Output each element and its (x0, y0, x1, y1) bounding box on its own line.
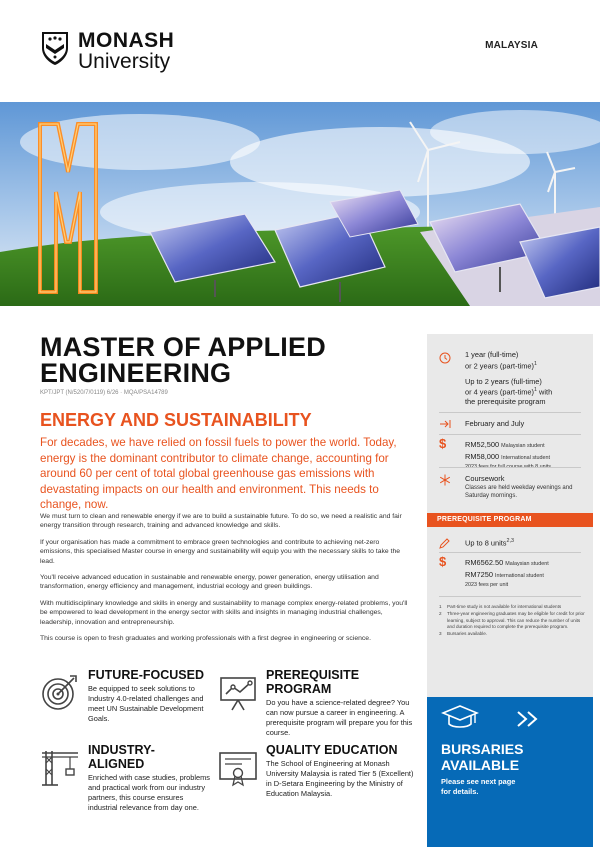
bursaries-note-line: Please see next page (441, 777, 516, 786)
course-title-line-2: ENGINEERING (40, 358, 232, 388)
body-paragraph: You'll receive advanced education in sustainable and renewable energy, power generation, energy utilisation and transformation, energy efficiency and management, industrial ecology and green buildings. (40, 574, 379, 591)
fee-line: RM58,000 International student (465, 451, 551, 461)
feature-prerequisite-program (218, 668, 418, 738)
footnote: 1 Part-time study is not available for international students (439, 604, 562, 609)
snowflake-icon (439, 474, 451, 486)
body-paragraph: This course is open to fresh graduates and working professionals with a first degree in engineering or science. (40, 635, 371, 643)
footnotes (439, 604, 585, 638)
clock-icon (439, 352, 451, 364)
logo-line-1: MONASH (78, 29, 175, 52)
hero-image (0, 102, 600, 306)
course-title (40, 334, 400, 386)
double-chevron-right-icon (515, 709, 543, 729)
bursaries-line-2: AVAILABLE (441, 757, 520, 773)
course-title-line-1: MASTER OF APPLIED (40, 332, 326, 362)
fee-line: RM52,500 Malaysian student (465, 440, 545, 449)
presentation-icon (218, 672, 258, 712)
feature-title: INDUSTRY-ALIGNED (88, 743, 155, 771)
intake-text: February and July (465, 419, 525, 428)
duration-line: or 4 years (part-time)$^1$ with (465, 387, 553, 397)
bursaries-note-line: for details. (441, 787, 479, 796)
body-text (40, 512, 408, 650)
bursaries-line-1: BURSARIES (441, 741, 524, 757)
mode-label: Coursework (465, 474, 505, 483)
feature-quality-education (218, 743, 418, 799)
bursaries-note (441, 777, 515, 797)
logo-line-2: University (78, 50, 171, 73)
mode-note: Classes are held weekday evenings and Saturday mornings. (465, 484, 573, 499)
feature-text: Do you have a science-related degree? You can now pursue a career in engineering. A prerequisite program will prepare you for this course. (266, 698, 413, 737)
divider (439, 552, 581, 553)
monash-logo (40, 30, 174, 73)
duration-line: the prerequisite program (465, 397, 546, 407)
divider (439, 467, 581, 468)
body-paragraph: We must turn to clean and renewable energy if we are to build a sustainable future. To do so, we need a realistic and fair energy transition through research, training and advanced knowledge and skills. (40, 513, 402, 530)
body-paragraph: With multidisciplinary knowledge and skills in energy and sustainability to manage complex energy-related problems, you'll be empowered to lead development in the energy sector with skills and insights in managing industrial challenges, leadership, innovation and entrepreneurship. (40, 599, 408, 626)
duration-line: or 2 years (part-time)$^1$ (465, 360, 537, 371)
intro-paragraph: For decades, we have relied on fossil fuels to power the world. Today, energy is the dominant contributor to climate change, accounting for around 60 per cent of total global greenhouse gas emissions with devastating impacts on our health and environment. This needs to change, now. (40, 436, 397, 511)
country-label: MALAYSIA (485, 40, 538, 51)
fee-line: RM7250 International student (465, 569, 544, 579)
feature-text: Enriched with case studies, problems and practical work from our industry partners, this course ensures industrial relevance from day one. (88, 773, 211, 812)
footnote: 2 Three-year engineering graduates may be eligible for credit for prior learning, subject to approval. This can reduce the number of units and duration required to complete the prerequisite program. (439, 611, 585, 629)
pencil-icon (439, 537, 451, 549)
specialisation-heading: ENERGY AND SUSTAINABILITY (40, 410, 312, 430)
course-info-panel (427, 334, 593, 724)
duration-line: 1 year (full-time) (465, 350, 519, 359)
feature-industry-aligned (40, 743, 210, 813)
feature-text: The School of Engineering at Monash University Malaysia is rated Tier 5 (Excellent) in D-Setara Engineering by the Ministry of Education Malaysia. (266, 759, 414, 798)
feature-title: FUTURE-FOCUSED (88, 668, 204, 682)
duration-line: Up to 2 years (full-time) (465, 376, 542, 386)
bursaries-heading (441, 741, 523, 773)
feature-text: Be equipped to seek solutions to Industry 4.0-related challenges and meet UN Sustainable Development Goals. (88, 684, 204, 723)
graduation-cap-icon (441, 703, 479, 733)
duration-text (465, 350, 585, 407)
dollar-icon: $ (439, 436, 447, 451)
dollar-icon: $ (439, 554, 447, 569)
footnote: 3 Bursaries available. (439, 631, 488, 637)
course-code: KPT/JPT (N/520/7/0119) 6/26 · MQA/PSA14789 (40, 390, 168, 396)
arrow-right-icon (439, 418, 451, 430)
feature-future-focused (40, 668, 210, 724)
certificate-icon (218, 747, 258, 787)
prereq-units: Up to 8 units$^{2,3}$ (465, 538, 514, 548)
body-paragraph: If your organisation has made a commitment to embrace green technologies and contribute to achieving net-zero emissions, this specialised Master course in energy and sustainability will equip you with the necessary skills to take the lead. (40, 538, 401, 565)
target-icon (40, 672, 80, 712)
feature-title: PREREQUISITE PROGRAM (266, 668, 360, 696)
fee-line: RM6562.50 Malaysian student (465, 558, 549, 567)
prereq-fees (465, 558, 585, 591)
bursaries-box (427, 697, 593, 847)
prerequisite-program-bar: PREREQUISITE PROGRAM (427, 513, 593, 527)
crane-icon (40, 747, 80, 787)
feature-title: QUALITY EDUCATION (266, 743, 398, 757)
divider (439, 434, 581, 435)
fee-footer: 2023 fees per unit (465, 582, 509, 589)
divider (439, 412, 581, 413)
mode-text (465, 474, 585, 500)
divider (439, 596, 581, 597)
crest-icon (40, 30, 70, 66)
